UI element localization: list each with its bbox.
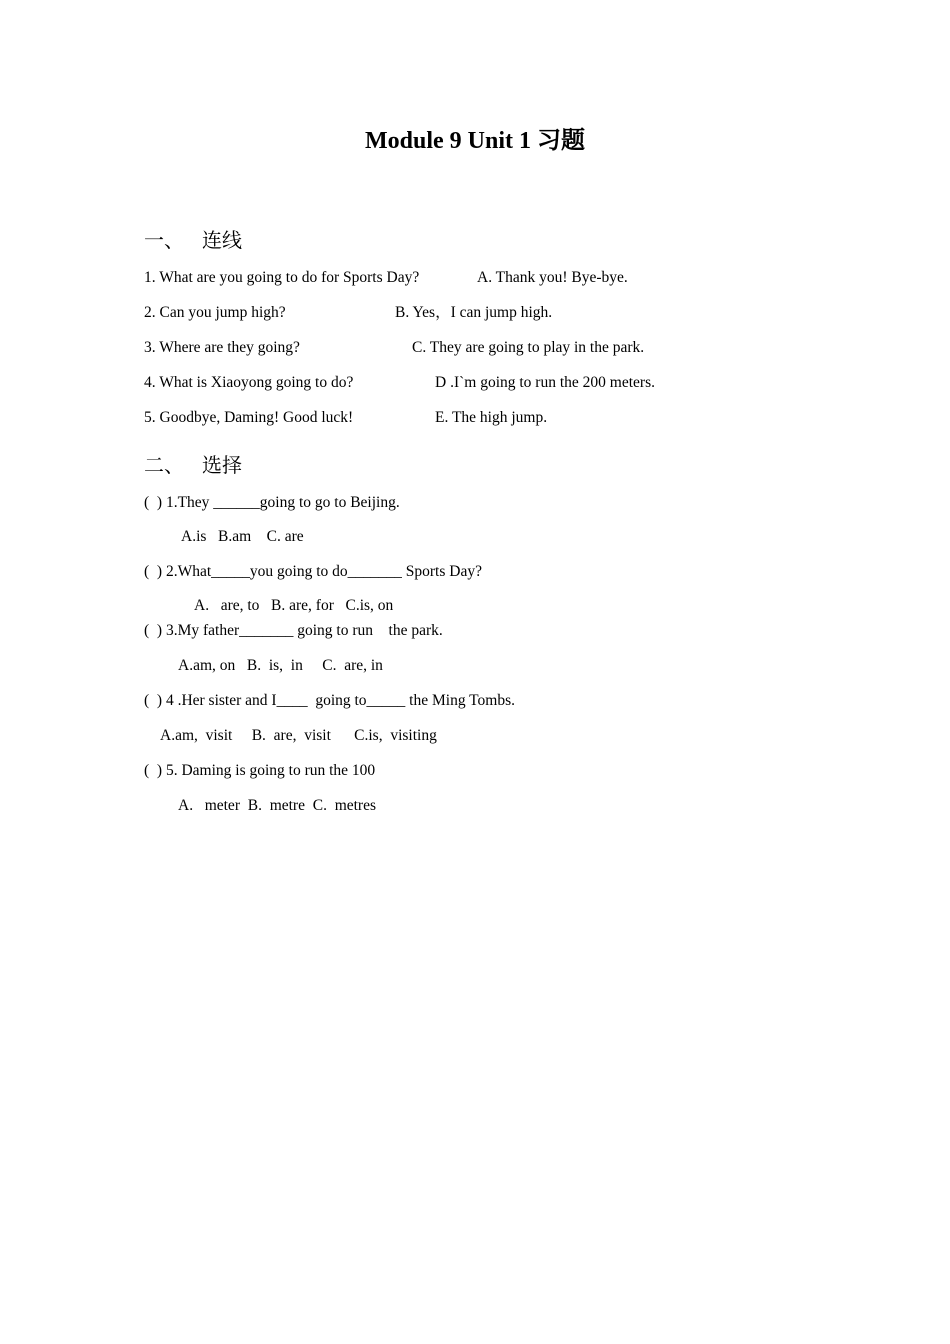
choice-options-3: A.am, on B. is, in C. are, in: [178, 657, 383, 674]
choice-options-4: A.am, visit B. are, visit C.is, visiting: [160, 727, 437, 744]
section-1-number: 一、: [144, 230, 184, 252]
match-question-1: 1. What are you going to do for Sports Day?: [144, 269, 420, 286]
choice-question-5: ( ) 5. Daming is going to run the 100: [144, 762, 376, 779]
match-answer-c: C. They are going to play in the park.: [412, 339, 645, 356]
match-answer-e: E. The high jump.: [435, 409, 548, 426]
match-answer-d: D .I`m going to run the 200 meters.: [435, 374, 655, 391]
choice-options-1: A.is B.am C. are: [181, 528, 304, 545]
choice-question-4: ( ) 4 .Her sister and I____ going to_____ the Ming Tombs.: [144, 692, 516, 709]
section-2-number: 二、: [144, 455, 184, 477]
match-question-4: 4. What is Xiaoyong going to do?: [144, 374, 354, 391]
section-1-heading: 连线: [202, 230, 242, 252]
match-answer-b: B. Yes，I can jump high.: [395, 304, 553, 321]
match-question-2: 2. Can you jump high?: [144, 304, 286, 321]
match-question-3: 3. Where are they going?: [144, 339, 300, 356]
choice-options-2: A. are, to B. are, for C.is, on: [194, 597, 394, 614]
page-title: Module 9 Unit 1 习题: [364, 128, 585, 154]
choice-question-3: ( ) 3.My father_______ going to run the park.: [144, 622, 443, 639]
choice-question-2: ( ) 2.What_____you going to do_______ Sports Day?: [144, 563, 482, 580]
match-question-5: 5. Goodbye, Daming! Good luck!: [144, 409, 354, 426]
match-answer-a: A. Thank you! Bye-bye.: [477, 269, 628, 286]
section-2-heading: 选择: [202, 455, 242, 477]
choice-question-1: ( ) 1.They ______going to go to Beijing.: [144, 494, 400, 511]
choice-options-5: A. meter B. metre C. metres: [178, 797, 377, 814]
